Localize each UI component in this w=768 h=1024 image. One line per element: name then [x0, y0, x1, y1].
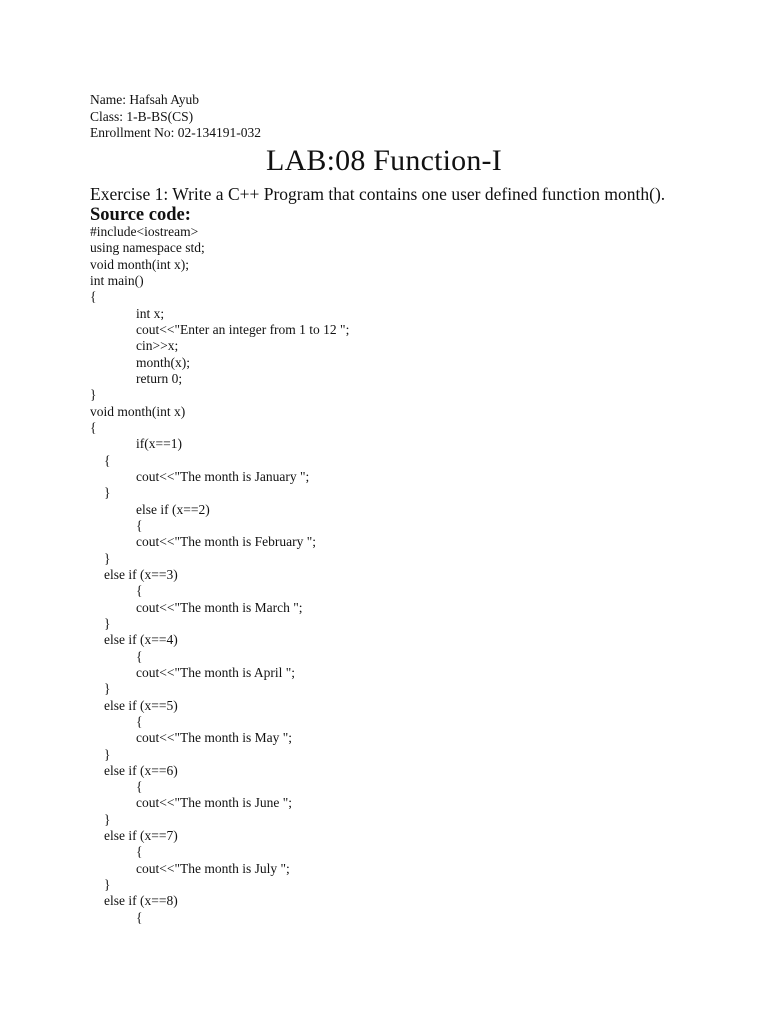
code-line-text: }: [90, 387, 97, 403]
student-class: Class: 1-B-BS(CS): [90, 108, 194, 124]
code-line-text: if(x==1): [136, 436, 182, 452]
code-line-text: }: [104, 681, 111, 697]
code-line-text: month(x);: [136, 354, 190, 370]
code-line-text: cout<<"The month is January ";: [136, 468, 310, 484]
code-line-text: cout<<"The month is May ";: [136, 730, 292, 746]
lab-title-row: [0, 143, 768, 179]
code-line-text: else if (x==7): [104, 828, 178, 844]
student-name: Name: Hafsah Ayub: [90, 92, 199, 107]
code-line-text: {: [136, 517, 143, 533]
code-line-text: cout<<"The month is June ";: [136, 795, 292, 811]
code-line-text: cout<<"The month is March ";: [136, 599, 303, 615]
code-line-text: {: [136, 583, 143, 599]
code-line-text: void month(int x): [90, 403, 186, 419]
exercise-statement: Exercise 1: Write a C++ Program that contains one user defined function month().: [90, 184, 666, 204]
code-line-text: {: [90, 419, 97, 435]
code-line-text: }: [104, 485, 111, 501]
source-code-heading: Source code:: [90, 205, 191, 225]
code-line-text: return 0;: [136, 370, 183, 386]
code-line-text: {: [136, 909, 143, 925]
code-line-text: else if (x==5): [104, 697, 178, 713]
lab-title: LAB:08 Function-I: [266, 144, 502, 177]
code-line-text: cin>>x;: [136, 338, 179, 354]
code-line-text: cout<<"The month is April ";: [136, 664, 295, 680]
code-line-text: void month(int x);: [90, 256, 189, 272]
code-line-text: {: [104, 452, 111, 468]
code-line-text: }: [104, 615, 111, 631]
code-line-text: }: [104, 811, 111, 827]
code-line-text: else if (x==4): [104, 632, 178, 648]
code-line-text: cout<<"The month is February ";: [136, 534, 316, 550]
code-line-text: {: [136, 779, 143, 795]
code-line-text: cout<<"The month is July ";: [136, 860, 290, 876]
code-line-text: else if (x==2): [136, 501, 210, 517]
code-line-text: else if (x==8): [104, 893, 178, 909]
code-line-text: {: [136, 713, 143, 729]
enrollment-number: Enrollment No: 02-134191-032: [90, 125, 261, 140]
code-line-text: else if (x==3): [104, 566, 178, 582]
code-line-text: cout<<"Enter an integer from 1 to 12 ";: [136, 321, 350, 337]
code-line-text: else if (x==6): [104, 762, 178, 778]
code-line-text: int x;: [136, 305, 165, 321]
code-line-text: {: [136, 844, 143, 860]
student-info: [90, 92, 261, 142]
code-line-text: {: [90, 289, 97, 305]
code-line-text: {: [136, 648, 143, 664]
code-line-text: int main(): [90, 272, 144, 288]
code-line-text: #include<iostream>: [90, 224, 199, 239]
code-line-text: }: [104, 550, 111, 566]
code-line-text: }: [104, 746, 111, 762]
code-line-text: }: [104, 877, 111, 893]
code-line-text: using namespace std;: [90, 240, 205, 256]
